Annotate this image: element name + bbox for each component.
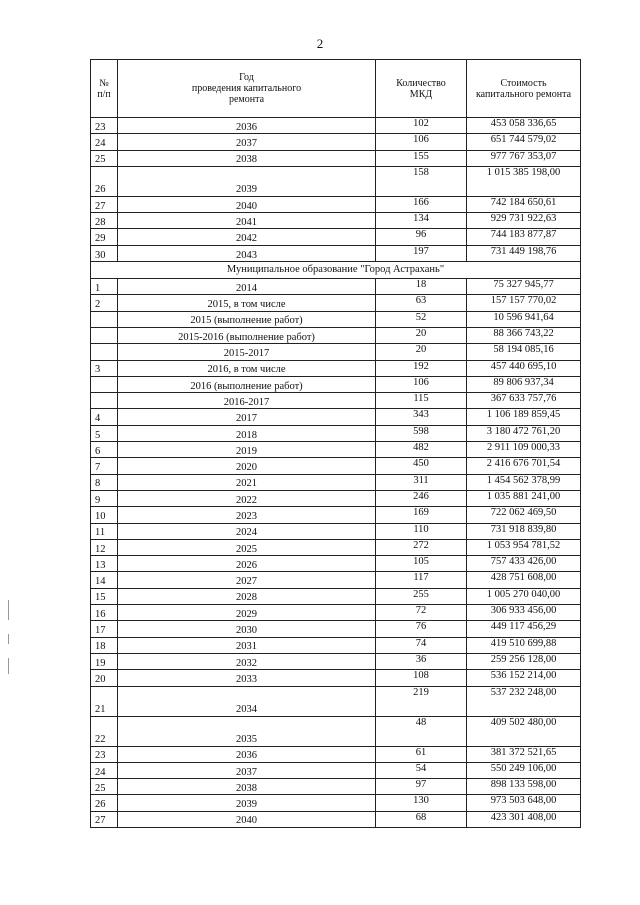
table-row <box>91 442 581 458</box>
cell-count: 343 <box>376 409 467 425</box>
cell-num: 27 <box>91 811 118 827</box>
table-row <box>91 556 581 572</box>
table-header-row <box>91 60 581 118</box>
cell-num: 21 <box>91 686 118 716</box>
cell-count: 72 <box>376 605 467 621</box>
table-row <box>91 196 581 212</box>
cell-count: 48 <box>376 716 467 746</box>
table-row <box>91 458 581 474</box>
cell-count: 108 <box>376 670 467 686</box>
cell-cost: 89 806 937,34 <box>467 376 581 392</box>
table-row <box>91 118 581 134</box>
cell-num: 14 <box>91 572 118 588</box>
table-row <box>91 166 581 196</box>
cell-year: 2037 <box>118 134 376 150</box>
table-row <box>91 605 581 621</box>
cell-num: 26 <box>91 166 118 196</box>
cell-count: 598 <box>376 425 467 441</box>
cell-num <box>91 327 118 343</box>
cell-num: 23 <box>91 118 118 134</box>
table-row <box>91 572 581 588</box>
cell-count: 117 <box>376 572 467 588</box>
cell-cost: 428 751 608,00 <box>467 572 581 588</box>
cell-num: 20 <box>91 670 118 686</box>
table-row <box>91 213 581 229</box>
cell-cost: 1 454 562 378,99 <box>467 474 581 490</box>
cell-year: 2040 <box>118 811 376 827</box>
cell-cost: 536 152 214,00 <box>467 670 581 686</box>
scan-margin-marks <box>8 600 12 780</box>
table-row <box>91 746 581 762</box>
cell-cost: 449 117 456,29 <box>467 621 581 637</box>
cell-count: 52 <box>376 311 467 327</box>
cell-year: 2031 <box>118 637 376 653</box>
cell-cost: 651 744 579,02 <box>467 134 581 150</box>
table-row <box>91 670 581 686</box>
cell-num: 13 <box>91 556 118 572</box>
cell-num: 3 <box>91 360 118 376</box>
cell-num: 6 <box>91 442 118 458</box>
cell-num: 17 <box>91 621 118 637</box>
cell-count: 246 <box>376 490 467 506</box>
table-row <box>91 539 581 555</box>
cell-year: 2017 <box>118 409 376 425</box>
table-row <box>91 653 581 669</box>
table-row <box>91 474 581 490</box>
cell-count: 102 <box>376 118 467 134</box>
cell-count: 20 <box>376 327 467 343</box>
cell-cost: 722 062 469,50 <box>467 507 581 523</box>
cell-num: 10 <box>91 507 118 523</box>
cell-count: 272 <box>376 539 467 555</box>
cell-year: 2032 <box>118 653 376 669</box>
cell-count: 74 <box>376 637 467 653</box>
cell-count: 219 <box>376 686 467 716</box>
table-body <box>91 118 581 828</box>
table-row <box>91 376 581 392</box>
cell-num: 5 <box>91 425 118 441</box>
cell-cost: 3 180 472 761,20 <box>467 425 581 441</box>
section-row <box>91 262 581 279</box>
cell-year: 2020 <box>118 458 376 474</box>
cell-count: 106 <box>376 376 467 392</box>
table-row <box>91 795 581 811</box>
cell-count: 155 <box>376 150 467 166</box>
table-row <box>91 762 581 778</box>
cell-year: 2015 (выполнение работ) <box>118 311 376 327</box>
cell-year: 2029 <box>118 605 376 621</box>
cell-num: 26 <box>91 795 118 811</box>
cell-year: 2038 <box>118 779 376 795</box>
cell-cost: 537 232 248,00 <box>467 686 581 716</box>
cell-year: 2039 <box>118 795 376 811</box>
cell-year: 2015, в том числе <box>118 295 376 311</box>
cell-num: 28 <box>91 213 118 229</box>
table-row <box>91 490 581 506</box>
cell-cost: 550 249 106,00 <box>467 762 581 778</box>
table-row <box>91 245 581 261</box>
section-title: Муниципальное образование "Город Астрахань" <box>91 262 581 279</box>
cell-num: 4 <box>91 409 118 425</box>
cell-count: 36 <box>376 653 467 669</box>
header-cost: Стоимость капитального ремонта <box>467 60 581 118</box>
cell-year: 2022 <box>118 490 376 506</box>
cell-year: 2027 <box>118 572 376 588</box>
cell-count: 192 <box>376 360 467 376</box>
cell-year: 2030 <box>118 621 376 637</box>
cell-cost: 381 372 521,65 <box>467 746 581 762</box>
table-row <box>91 637 581 653</box>
cell-num: 2 <box>91 295 118 311</box>
cell-num <box>91 344 118 360</box>
table-row <box>91 327 581 343</box>
table-row <box>91 811 581 827</box>
cell-cost: 1 053 954 781,52 <box>467 539 581 555</box>
cell-cost: 977 767 353,07 <box>467 150 581 166</box>
table-row <box>91 295 581 311</box>
table-row <box>91 134 581 150</box>
table-row <box>91 686 581 716</box>
cell-num: 8 <box>91 474 118 490</box>
cell-year: 2025 <box>118 539 376 555</box>
cell-year: 2028 <box>118 588 376 604</box>
cell-year: 2014 <box>118 279 376 295</box>
table-row <box>91 311 581 327</box>
cell-year: 2016-2017 <box>118 393 376 409</box>
table-row <box>91 716 581 746</box>
table-row <box>91 523 581 539</box>
cell-cost: 75 327 945,77 <box>467 279 581 295</box>
cell-year: 2038 <box>118 150 376 166</box>
cell-year: 2016, в том числе <box>118 360 376 376</box>
cell-cost: 744 183 877,87 <box>467 229 581 245</box>
cell-year: 2040 <box>118 196 376 212</box>
table-row <box>91 588 581 604</box>
cell-count: 105 <box>376 556 467 572</box>
header-count: Количество МКД <box>376 60 467 118</box>
cell-count: 20 <box>376 344 467 360</box>
cell-cost: 742 184 650,61 <box>467 196 581 212</box>
cell-cost: 367 633 757,76 <box>467 393 581 409</box>
cell-year: 2018 <box>118 425 376 441</box>
cell-year: 2024 <box>118 523 376 539</box>
cell-cost: 731 918 839,80 <box>467 523 581 539</box>
cell-year: 2015-2016 (выполнение работ) <box>118 327 376 343</box>
table-row <box>91 409 581 425</box>
table-row <box>91 360 581 376</box>
cell-cost: 1 035 881 241,00 <box>467 490 581 506</box>
cell-year: 2034 <box>118 686 376 716</box>
cell-year: 2043 <box>118 245 376 261</box>
cell-num: 22 <box>91 716 118 746</box>
cell-count: 450 <box>376 458 467 474</box>
cell-count: 158 <box>376 166 467 196</box>
cell-num: 1 <box>91 279 118 295</box>
cell-cost: 757 433 426,00 <box>467 556 581 572</box>
table-row <box>91 779 581 795</box>
cell-cost: 2 911 109 000,33 <box>467 442 581 458</box>
cell-cost: 929 731 922,63 <box>467 213 581 229</box>
cell-count: 68 <box>376 811 467 827</box>
cell-count: 110 <box>376 523 467 539</box>
cell-count: 169 <box>376 507 467 523</box>
page-number: 2 <box>316 36 324 51</box>
cell-num: 25 <box>91 150 118 166</box>
cell-num <box>91 376 118 392</box>
table-row <box>91 507 581 523</box>
cell-num: 29 <box>91 229 118 245</box>
cell-count: 106 <box>376 134 467 150</box>
cell-cost: 88 366 743,22 <box>467 327 581 343</box>
cell-cost: 1 106 189 859,45 <box>467 409 581 425</box>
cell-year: 2036 <box>118 746 376 762</box>
cell-year: 2042 <box>118 229 376 245</box>
cell-count: 255 <box>376 588 467 604</box>
header-year: Год проведения капитального ремонта <box>118 60 376 118</box>
cell-year: 2039 <box>118 166 376 196</box>
cell-year: 2021 <box>118 474 376 490</box>
cell-cost: 306 933 456,00 <box>467 605 581 621</box>
capital-repair-table <box>90 59 581 828</box>
cell-count: 61 <box>376 746 467 762</box>
cell-num: 7 <box>91 458 118 474</box>
cell-count: 130 <box>376 795 467 811</box>
cell-count: 54 <box>376 762 467 778</box>
cell-count: 166 <box>376 196 467 212</box>
cell-num: 25 <box>91 779 118 795</box>
cell-num: 27 <box>91 196 118 212</box>
table-row <box>91 150 581 166</box>
cell-cost: 898 133 598,00 <box>467 779 581 795</box>
cell-num: 23 <box>91 746 118 762</box>
cell-num: 15 <box>91 588 118 604</box>
cell-year: 2036 <box>118 118 376 134</box>
table-row <box>91 393 581 409</box>
cell-num: 16 <box>91 605 118 621</box>
cell-year: 2023 <box>118 507 376 523</box>
cell-year: 2016 (выполнение работ) <box>118 376 376 392</box>
cell-count: 96 <box>376 229 467 245</box>
cell-num: 9 <box>91 490 118 506</box>
cell-count: 134 <box>376 213 467 229</box>
cell-year: 2019 <box>118 442 376 458</box>
cell-count: 482 <box>376 442 467 458</box>
cell-year: 2037 <box>118 762 376 778</box>
cell-num <box>91 311 118 327</box>
cell-num: 19 <box>91 653 118 669</box>
cell-count: 76 <box>376 621 467 637</box>
cell-count: 63 <box>376 295 467 311</box>
cell-cost: 423 301 408,00 <box>467 811 581 827</box>
cell-cost: 2 416 676 701,54 <box>467 458 581 474</box>
cell-cost: 58 194 085,16 <box>467 344 581 360</box>
cell-cost: 419 510 699,88 <box>467 637 581 653</box>
table-row <box>91 621 581 637</box>
table-row <box>91 344 581 360</box>
cell-cost: 731 449 198,76 <box>467 245 581 261</box>
table-row <box>91 425 581 441</box>
cell-cost: 457 440 695,10 <box>467 360 581 376</box>
cell-year: 2015-2017 <box>118 344 376 360</box>
cell-num: 24 <box>91 762 118 778</box>
cell-count: 115 <box>376 393 467 409</box>
cell-year: 2041 <box>118 213 376 229</box>
cell-count: 97 <box>376 779 467 795</box>
cell-num: 12 <box>91 539 118 555</box>
cell-cost: 157 157 770,02 <box>467 295 581 311</box>
cell-cost: 409 502 480,00 <box>467 716 581 746</box>
cell-year: 2033 <box>118 670 376 686</box>
cell-count: 18 <box>376 279 467 295</box>
cell-num: 11 <box>91 523 118 539</box>
cell-count: 197 <box>376 245 467 261</box>
cell-year: 2026 <box>118 556 376 572</box>
cell-cost: 973 503 648,00 <box>467 795 581 811</box>
cell-year: 2035 <box>118 716 376 746</box>
cell-cost: 259 256 128,00 <box>467 653 581 669</box>
cell-num <box>91 393 118 409</box>
cell-num: 30 <box>91 245 118 261</box>
cell-count: 311 <box>376 474 467 490</box>
cell-num: 18 <box>91 637 118 653</box>
cell-cost: 10 596 941,64 <box>467 311 581 327</box>
header-num: № п/п <box>91 60 118 118</box>
cell-cost: 1 005 270 040,00 <box>467 588 581 604</box>
table-row <box>91 279 581 295</box>
cell-cost: 1 015 385 198,00 <box>467 166 581 196</box>
table-row <box>91 229 581 245</box>
cell-num: 24 <box>91 134 118 150</box>
cell-cost: 453 058 336,65 <box>467 118 581 134</box>
